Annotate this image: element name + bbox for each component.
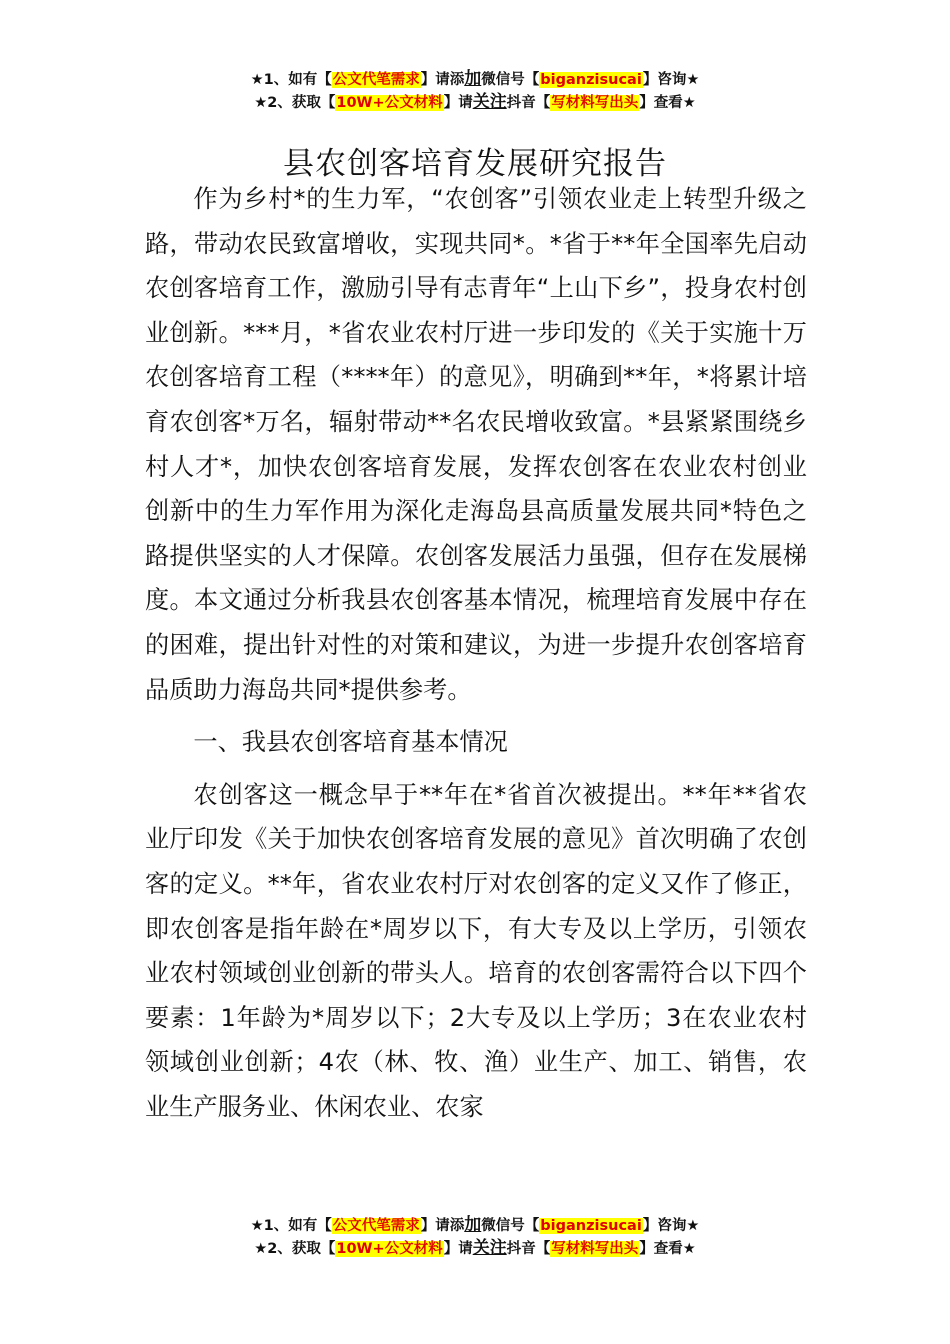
section-heading: 一、我县农创客培育基本情况 <box>193 728 508 757</box>
promo-text: 微信号【 <box>481 1218 540 1234</box>
promo-line-2 <box>0 1237 950 1260</box>
promo-text: 】请添 <box>420 72 465 88</box>
promo-underlined: 关注 <box>472 1238 507 1258</box>
document-body <box>145 177 807 1129</box>
promo-highlight: 10W+公文材料 <box>336 1241 443 1257</box>
promo-wechat-id: biganzisucai <box>540 72 642 88</box>
promo-douyin-account: 写材料写出头 <box>551 1241 639 1257</box>
promo-text: ★2、获取【 <box>254 95 336 111</box>
bottom-promo-banner <box>0 1214 950 1260</box>
promo-line-2 <box>0 91 950 114</box>
top-promo-banner <box>0 68 950 114</box>
promo-text: 】请 <box>443 1241 473 1257</box>
promo-underlined: 加 <box>464 69 482 89</box>
promo-text: 】查看★ <box>639 1241 696 1257</box>
promo-highlight: 公文代笔需求 <box>332 1218 420 1234</box>
promo-line-1 <box>0 68 950 91</box>
body-paragraph: 农创客这一概念早于**年在*省首次被提出。**年**省农业厅印发《关于加快农创客培育发展的意见》首次明确了农创客的定义。**年，省农业农村厅对农创客的定义又作了修正，即农创客是指年龄在*周岁以下，有大专及以上学历，引领农业农村领域创业创新的带头人。培育的农创客需符合以下四个要素：1年龄为*周岁以下；2大专及以上学历；3在农业农村领域创业创新；4农（林、牧、渔）业生产、加工、销售，农业生产服务业、休闲农业、农家 <box>145 780 807 1121</box>
promo-text: 微信号【 <box>481 72 540 88</box>
promo-highlight: 公文代笔需求 <box>332 72 420 88</box>
promo-text: 】请 <box>443 95 473 111</box>
promo-highlight: 10W+公文材料 <box>336 95 443 111</box>
promo-text: 抖音【 <box>506 95 551 111</box>
promo-text: 】咨询★ <box>642 72 700 88</box>
promo-line-1 <box>0 1214 950 1237</box>
promo-douyin-account: 写材料写出头 <box>551 95 639 111</box>
promo-text: ★1、如有【 <box>250 1218 332 1234</box>
document-title: 县农创客培育发展研究报告 <box>283 145 667 182</box>
promo-text: 】请添 <box>420 1218 465 1234</box>
promo-text: 】咨询★ <box>642 1218 700 1234</box>
promo-underlined: 关注 <box>472 92 507 112</box>
promo-underlined: 加 <box>464 1215 482 1235</box>
promo-wechat-id: biganzisucai <box>540 1218 642 1234</box>
promo-text: 抖音【 <box>506 1241 551 1257</box>
promo-text: ★2、获取【 <box>254 1241 336 1257</box>
promo-text: 】查看★ <box>639 95 696 111</box>
body-paragraph: 作为乡村*的生力军，“农创客”引领农业走上转型升级之路，带动农民致富增收，实现共同*。*省于**年全国率先启动农创客培育工作，激励引导有志青年“上山下乡”，投身农村创业创新。***月，*省农业农村厅进一步印发的《关于实施十万农创客培育工程（****年）的意见》，明确到**年，*将累计培育农创客*万名，辐射带动**名农民增收致富。*县紧紧围绕乡村人才*，加快农创客培育发展，发挥农创客在农业农村创业创新中的生力军作用为深化走海岛县高质量发展共同*特色之路提供坚实的人才保障。农创客发展活力虽强，但存在发展梯度。本文通过分析我县农创客基本情况，梳理培育发展中存在的困难，提出针对性的对策和建议，为进一步提升农创客培育品质助力海岛共同*提供参考。 <box>145 185 807 704</box>
promo-text: ★1、如有【 <box>250 72 332 88</box>
